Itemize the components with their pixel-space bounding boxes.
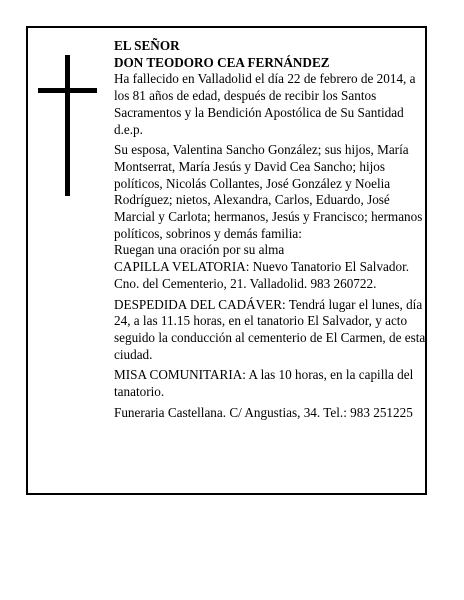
- obituary-text: [114, 38, 426, 421]
- cross-icon-horizontal-bar: [38, 88, 97, 93]
- prayer-request: Ruegan una oración por su alma: [114, 242, 285, 258]
- farewell-info: DESPEDIDA DEL CADÁVER: Tendrá lugar el lunes, día 24, a las 11.15 horas, en el tanatorio El Salvador, y acto seguido la conducción al cementerio de El Carmen, de esta ciudad.: [114, 296, 426, 362]
- funeral-home-info: Funeraria Castellana. C/ Angustias, 34. Tel.: 983 251225: [114, 404, 413, 420]
- death-announcement: Ha fallecido en Valladolid el día 22 de febrero de 2014, a los 81 años de edad, después de recibir los Santos Sacramentos y la Bendición Apostólica de Su Santidad d.e.p.: [114, 71, 416, 137]
- cross-icon-vertical-bar: [65, 55, 70, 196]
- title-line-1: EL SEÑOR: [114, 38, 180, 53]
- wake-chapel-info: CAPILLA VELATORIA: Nuevo Tanatorio El Salvador. Cno. del Cementerio, 21. Valladolid. 983 260722.: [114, 259, 410, 291]
- family-list: Su esposa, Valentina Sancho González; sus hijos, María Montserrat, María Jesús y David Cea Sancho; hijos políticos, Nicolás Collantes, José González y Noelia Rodríguez; nietos, Alexandra, Carlos, Eduardo, José Marcial y Carlota; hermanos, Jesús y Francisco; hermanos políticos, sobrinos y demás familia:: [114, 142, 423, 241]
- mass-info: MISA COMUNITARIA: A las 10 horas, en la capilla del tanatorio.: [114, 367, 414, 400]
- title-line-2: DON TEODORO CEA FERNÁNDEZ: [114, 54, 330, 70]
